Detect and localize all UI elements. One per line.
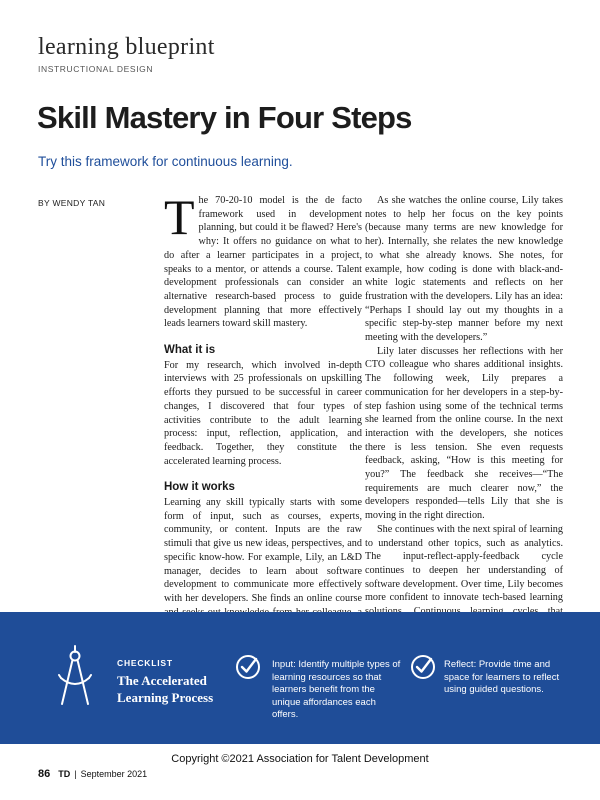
magazine-name: TD: [58, 769, 71, 779]
article-title: Skill Mastery in Four Steps: [37, 100, 412, 135]
paragraph-how-it-works: Learning any skill typically starts with some form of input, such as courses, experts, community, or content. Inputs are the raw stimuli that give us new ideas, perspectives, and specific know-how. For example, Lily, an L&D manager, decides to learn about software development to communicate more effectively with her developers. She finds an online course: [164, 497, 362, 604]
page-footer: [38, 768, 147, 780]
page-number: 86: [38, 768, 51, 780]
checklist-title: The Accelerated Learning Process: [117, 673, 214, 705]
intro-text: he 70-20-10 model is the de facto framework used in development planning, but could it be flawed? Here's why: It offers no guidance on what to do after a learner participates in a project, speaks to a mentor, or attends a course. Talent development professionals can consider an alternative research-based process to guide development planning that more effectively leads learners toward skill mastery.: [164, 195, 362, 330]
drop-cap: T: [164, 189, 195, 245]
checklist-item-reflect: Reflect: Provide time and space for learners to reflect using guided questions.: [444, 659, 560, 695]
checklist-kicker: CHECKLIST: [117, 658, 173, 668]
article-subtitle: Try this framework for continuous learning.: [38, 154, 293, 169]
paragraph-online-course: As she watches the online course, Lily takes notes to help her focus on the key points (because many terms are new knowledge for her). Internally, she relates the new knowledge to what she already knows. She notes, for example, how coding is done with black-and-white logic statements and reflects on her frustration with the developers. Lily has an idea: “Perhaps I should lay out my thoughts in a specific step-by-step manner before my next meeting with the developers.”: [365, 195, 563, 344]
copyright-notice: Copyright ©2021 Association for Talent Development: [171, 753, 429, 765]
checkmark-circle-icon: [235, 654, 261, 680]
checklist-banner: [0, 612, 600, 744]
article-column-1: [164, 189, 362, 633]
checklist-item-input: Input: Identify multiple types of learning resources so that learners benefit from the unique affordances each offers.: [272, 659, 401, 720]
compass-icon: [58, 644, 92, 710]
intro-paragraph: [164, 189, 362, 331]
byline: BY WENDY TAN: [38, 198, 106, 208]
series-title: learning blueprint: [38, 34, 215, 60]
heading-how-it-works: How it works: [164, 481, 235, 494]
footer-separator: |: [74, 769, 77, 779]
page-header: [38, 34, 215, 74]
section-label: INSTRUCTIONAL DESIGN: [38, 64, 154, 74]
paragraph-reflections: Lily later discusses her reflections with her CTO colleague who shares additional insights. The following week, Lily prepares a communication for her developers in a step-by-step fashion using some of the technical terms she learned from the online course. In the next interaction with the developers, she notices there is less tension. She even requests feedback, asking, “How is this meeting for you?” The feedback she receives—“The requirements are much clearer now,” the developers responded—tells Lily that she is moving in the right direction.: [365, 345, 563, 522]
article-column-2: [365, 194, 563, 646]
checkmark-circle-icon: [410, 654, 436, 680]
issue-date: September 2021: [80, 769, 148, 779]
paragraph-next-spiral: She continues with the next spiral of learning to understand other topics, such as analytics. The input-reflect-apply-feedback cycle continues to deepen her understanding of software development. Over time, Lily becomes more confident to innovate tech-based learning: [365, 523, 563, 604]
heading-what-it-is: What it is: [164, 344, 216, 357]
paragraph-what-it-is: For my research, which involved in-depth interviews with 25 professionals on upskilling efforts they pursued to be successful in career changes, I discovered that four types of activities contribute to the adult learning process: input, reflection, application, and feedback. Together, they constitute the accelerated learning process.: [164, 359, 362, 467]
